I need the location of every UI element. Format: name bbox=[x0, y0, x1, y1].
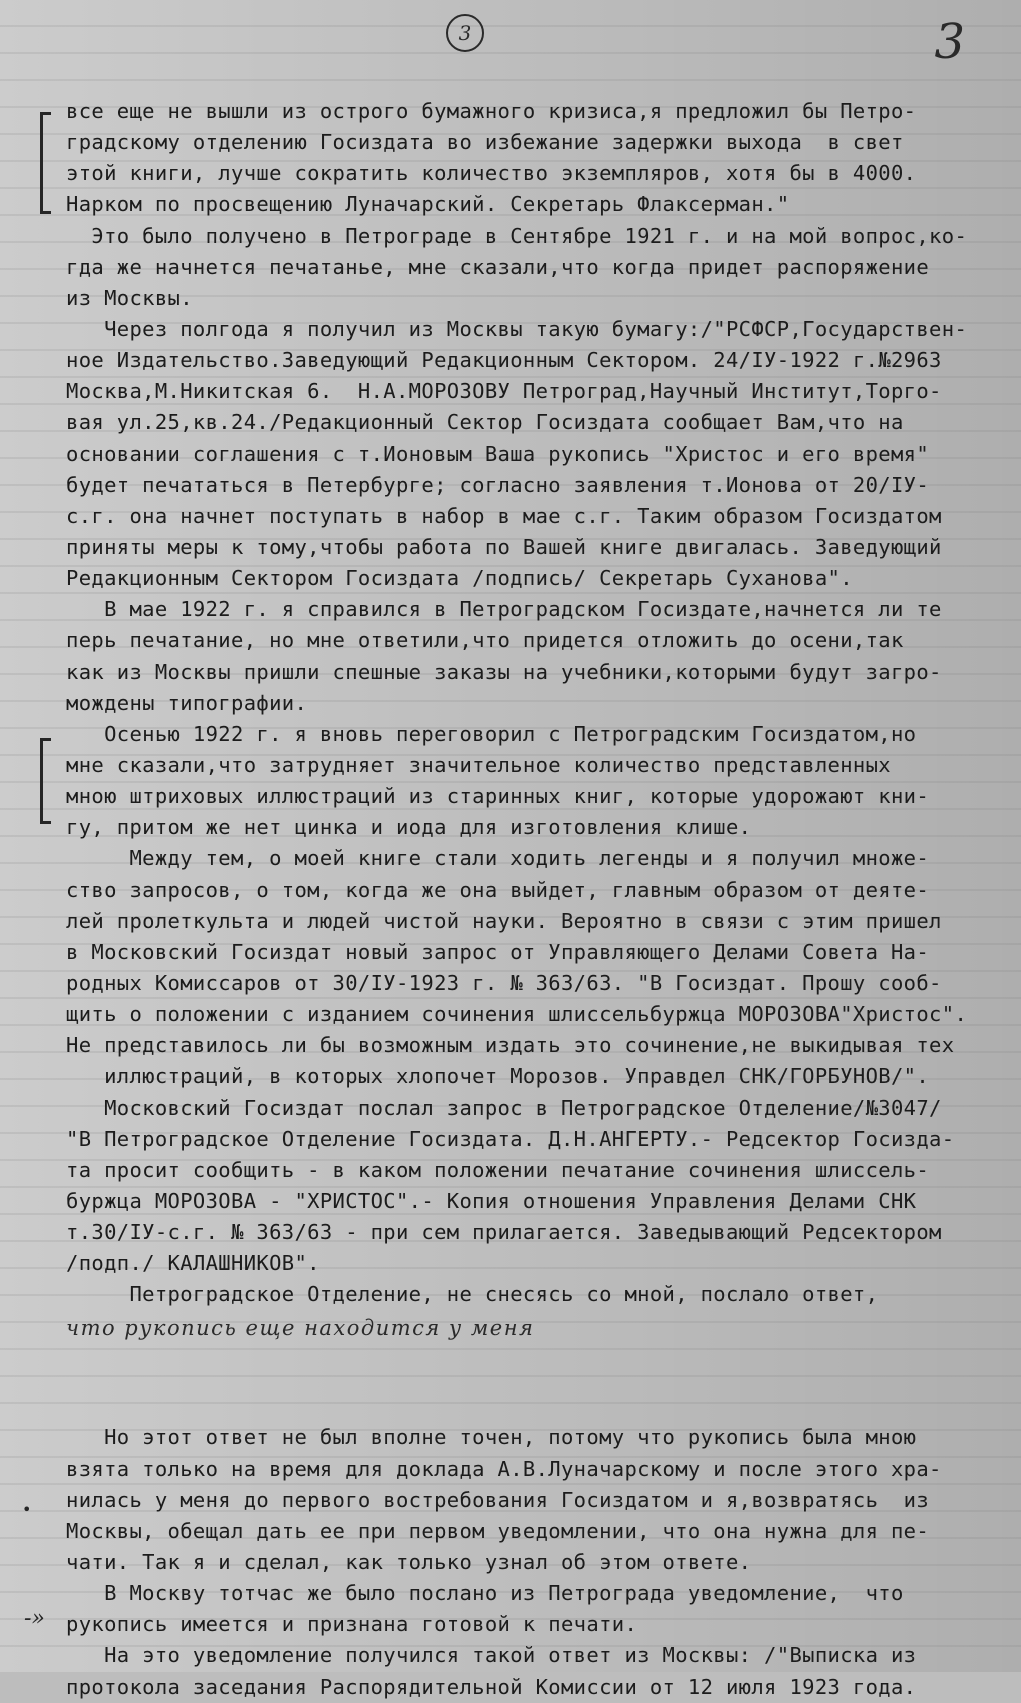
text-line: т.30/IУ-с.г. № 363/63 - при сем прилагается. Заведывающий Редсектором bbox=[66, 1220, 942, 1245]
text-line: приняты меры к тому,чтобы работа по Вашей книге двигалаcь. Заведующий bbox=[66, 534, 942, 559]
text-line: буржца МОРОЗОВА - "ХРИСТОС".- Копия отношения Управления Делами СНК bbox=[66, 1188, 917, 1213]
text-line: На это уведомление получился такой ответ из Москвы: /"Выписка из bbox=[66, 1643, 917, 1668]
text-line: ное Издательство.Заведующий Редакционным Сектором. 24/IУ-1922 г.№2963 bbox=[66, 348, 942, 373]
typewritten-text bbox=[66, 96, 996, 1703]
text-line: Но этот ответ не был вполне точен, потому что рукопись была мною bbox=[66, 1425, 917, 1450]
text-line: щить о положении с изданием сочинения шлиссельбуржца МОРОЗОВА"Христос". bbox=[66, 1002, 968, 1027]
text-line: лей пролеткульта и людей чистой науки. Вероятно в связи с этим пришел bbox=[66, 908, 942, 933]
text-line: нилась у меня до первого востребования Госиздатом и я,возвратясь из bbox=[66, 1487, 930, 1512]
text-line: "В Петроградское Отделение Госиздата. Д.Н.АНГЕРТУ.- Редсектор Госизда- bbox=[66, 1126, 955, 1151]
text-line: мне сказали,что затрудняет значительное количество представленных bbox=[66, 752, 891, 777]
text-line: В мае 1922 г. я справился в Петроградском Госиздате,начнется ли те bbox=[66, 597, 942, 622]
text-line: мною штриховых иллюстраций из старинных книг, которые удорожают кни- bbox=[66, 784, 930, 809]
text-line: гда же начнется печатанье, мне сказали,что когда придет распоряжение bbox=[66, 254, 930, 279]
text-line: Осенью 1922 г. я вновь переговорил с Петроградским Госиздатом,но bbox=[66, 721, 917, 746]
text-line: будет печататься в Петербурге; согласно заявления т.Ионова от 20/IУ- bbox=[66, 472, 930, 497]
text-line: В Москву тотчас же было послано из Петрограда уведомление, что bbox=[66, 1581, 904, 1606]
text-line: с.г. она начнет поступать в набор в мае с.г. Таким образом Госиздатом bbox=[66, 503, 942, 528]
handwritten-note: что рукопись еще находится у меня bbox=[66, 1316, 535, 1341]
text-line: как из Москвы пришли спешные заказы на учебники,которыми будут загро- bbox=[66, 659, 942, 684]
margin-mark: -» bbox=[24, 1606, 45, 1631]
text-line: Не представилось ли бы возможным издать это сочинение,не выкидывая тех bbox=[66, 1033, 955, 1058]
text-line: Это было получено в Петрограде в Сентябре 1921 г. и на мой вопрос,ко- bbox=[66, 223, 968, 248]
circled-page-number: 3 bbox=[446, 14, 484, 52]
text-line: этой книги, лучше сократить количество экземпляров, хотя бы в 4000. bbox=[66, 161, 917, 186]
text-line: из Москвы. bbox=[66, 285, 193, 310]
page-number: 3 bbox=[934, 14, 965, 70]
text-block-1 bbox=[66, 96, 996, 1310]
text-line: перь печатание, но мне ответили,что придется отложить до осени,так bbox=[66, 628, 904, 653]
text-line: Через полгода я получил из Москвы такую бумагу:/"РСФСР,Государствен- bbox=[66, 316, 968, 341]
text-line: Москвы, обещал дать ее при первом уведомлении, что она нужна для пе- bbox=[66, 1518, 930, 1543]
margin-bracket-mark bbox=[40, 738, 51, 824]
text-line: Между тем, о моей книге стали ходить легенды и я получил множе- bbox=[66, 846, 930, 871]
text-line: Петроградское Отделение, не снесясь со мной, послало ответ, bbox=[66, 1282, 879, 1307]
margin-mark: • bbox=[22, 1500, 32, 1519]
text-line: Редакционным Сектором Госиздата /подпись/ Секретарь Суханова". bbox=[66, 566, 853, 591]
text-line: Московский Госиздат послал запрос в Петроградское Отделение/№3047/ bbox=[66, 1095, 942, 1120]
text-line: гу, притом же нет цинка и иода для изготовления клише. bbox=[66, 815, 752, 840]
text-line: все еще не вышли из острого бумажного кризиса,я предложил бы Петро- bbox=[66, 99, 917, 123]
blank-space bbox=[66, 1346, 996, 1422]
text-line: ство запросов, о том, когда же она выйдет, главным образом от деяте- bbox=[66, 877, 930, 902]
text-line: та просит сообщить - в каком положении печатание сочинения шлиссель- bbox=[66, 1157, 930, 1182]
text-line: вая ул.25,кв.24./Редакционный Сектор Госиздата сообщает Вам,что на bbox=[66, 410, 904, 435]
text-line: /подп./ КАЛАШНИКОВ". bbox=[66, 1251, 320, 1276]
text-line: протокола заседания Распорядительной Комиссии от 12 июля 1923 года. bbox=[66, 1674, 917, 1699]
text-line: взята только на время для доклада А.В.Луначарскому и после этого хра- bbox=[66, 1456, 942, 1481]
text-line: иллюстраций, в которых хлопочет Морозов. Управдел СНК/ГОРБУНОВ/". bbox=[66, 1064, 930, 1089]
text-line: градскому отделению Госиздата во избежание задержки выхода в свет bbox=[66, 130, 904, 155]
text-block-2 bbox=[66, 1422, 996, 1702]
text-line: в Московский Госиздат новый запрос от Управляющего Делами Совета На- bbox=[66, 939, 930, 964]
text-line: чати. Так я и сделал, как только узнал об этом ответе. bbox=[66, 1550, 752, 1575]
text-line: родных Комиссаров от 30/IУ-1923 г. № 363/63. "В Госиздат. Прошу сооб- bbox=[66, 970, 942, 995]
text-line: Нарком по просвещению Луначарский. Секретарь Флаксерман." bbox=[66, 192, 790, 217]
text-line: мождены типографии. bbox=[66, 690, 308, 715]
text-line: основании соглашения с т.Ионовым Ваша рукопись "Христос и его время" bbox=[66, 441, 930, 466]
margin-bracket-mark bbox=[40, 112, 51, 214]
text-line: рукопись имеется и признана готовой к печати. bbox=[66, 1612, 638, 1637]
text-line: Москва,М.Никитская 6. Н.А.МОРОЗОВУ Петроград,Научный Институт,Торго- bbox=[66, 379, 942, 404]
